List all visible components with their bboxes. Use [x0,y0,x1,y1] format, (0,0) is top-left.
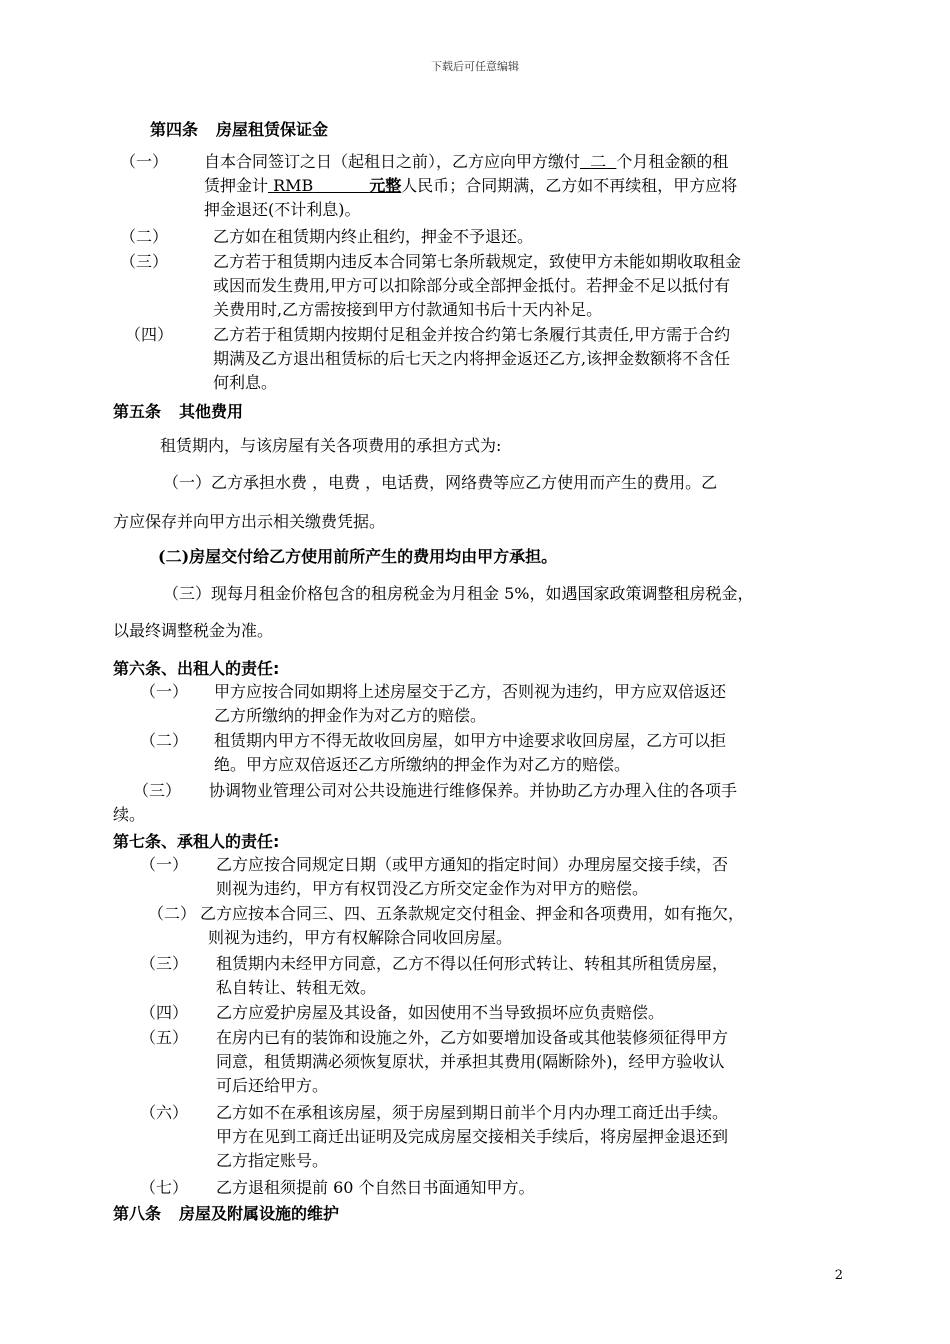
deposit-amount: RMB 元整 [273,176,402,195]
article-5-para-1-line-1: （一）乙方承担水费 ，电费 ，电话费，网络费等应乙方使用而产生的费用。乙 [163,473,718,492]
article-5-para-1-line-2: 方应保存并向甲方出示相关缴费凭据。 [113,512,386,531]
article-7-item-5: （五） 在房内已有的装饰和设施之外，乙方如要增加设备或其他装修须征得甲方 同意，租赁期满必须恢复原状，并承担其费用(隔断除外)，经甲方验收认 可后还给甲方。 [140,1028,729,1095]
article-4-item-4: （四） 乙方若于租赁期内按期付足租金并按合约第七条履行其责任,甲方需于合约 期满及乙方退出租赁标的后七天之内将押金返还乙方,该押金数额将不含任 何利息。 [125,325,731,392]
page-number: 2 [834,1268,843,1283]
article-4-item-3: （三） 乙方若于租赁期内违反本合同第七条所载规定，致使甲方未能如期收取租金 或因而发生费用,甲方可以扣除部分或全部押金抵付。若押金不足以抵付有 关费用时,乙方需按接到甲方付款通知书后十天内补足。 [120,252,742,319]
article-6-item-1: （一） 甲方应按合同如期将上述房屋交于乙方，否则视为违约，甲方应双倍返还 乙方所缴纳的押金作为对乙方的赔偿。 [140,682,727,725]
article-5-title: 第五条 其他费用 [113,402,244,421]
article-5-para-2: (二)房屋交付给乙方使用前所产生的费用均由甲方承担。 [158,547,558,566]
article-6-item-3-tail: 续。 [113,805,146,824]
months-count: 二 [590,152,607,171]
article-7-item-1: （一） 乙方应按合同规定日期（或甲方通知的指定时间）办理房屋交接手续，否 则视为违约，甲方有权罚没乙方所交定金作为对甲方的赔偿。 [140,855,729,898]
header-note: 下载后可任意编辑 [431,60,519,73]
article-8-title: 第八条 房屋及附属设施的维护 [113,1204,340,1223]
article-7-title: 第七条、承租人的责任: [113,832,280,851]
article-5-intro: 租赁期内，与该房屋有关各项费用的承担方式为: [160,436,502,455]
article-7-item-6: （六） 乙方如不在承租该房屋，须于房屋到期日前半个月内办理工商迁出手续。 甲方在见到工商迁出证明及完成房屋交接相关手续后，将房屋押金退还到 乙方指定账号。 [140,1103,729,1170]
article-5-para-3-line-2: 以最终调整税金为准。 [113,621,274,640]
article-7-item-7: （七） 乙方退租须提前 60 个自然日书面通知甲方。 [140,1178,535,1197]
article-6-item-2: （二） 租赁期内甲方不得无故收回房屋，如甲方中途要求收回房屋，乙方可以拒 绝。甲方应双倍返还乙方所缴纳的押金作为对乙方的赔偿。 [140,731,727,774]
article-7-item-4: （四） 乙方应爱护房屋及其设备，如因使用不当导致损坏应负责赔偿。 [140,1003,665,1022]
article-7-item-2: （二） 乙方应按本合同三、四、五条款规定交付租金、押金和各项费用，如有拖欠， 则视为违约，甲方有权解除合同收回房屋。 [148,904,745,947]
article-4-item-1: （一） 自本合同签订之日（起租日之前），乙方应向甲方缴付 二 个月租金额的租 赁押金计 RMB 元整人民币；合同期满，乙方如不再续租，甲方应将 押金退还(不计利息)。 [120,152,738,219]
article-4-item-2: （二） 乙方如在租赁期内终止租约，押金不予退还。 [120,227,534,246]
article-6-item-3: （三） 协调物业管理公司对公共设施进行维修保养。并协助乙方办理入住的各项手 [133,781,738,800]
article-5-para-3-line-1: （三）现每月租金价格包含的租房税金为月租金 5%，如遇国家政策调整租房税金， [163,584,754,603]
article-4-title: 第四条 房屋租赁保证金 [150,120,329,139]
article-6-title: 第六条、出租人的责任: [113,659,280,678]
article-7-item-3: （三） 租赁期内未经甲方同意，乙方不得以任何形式转让、转租其所租赁房屋， 私自转让、转租无效。 [140,954,729,997]
